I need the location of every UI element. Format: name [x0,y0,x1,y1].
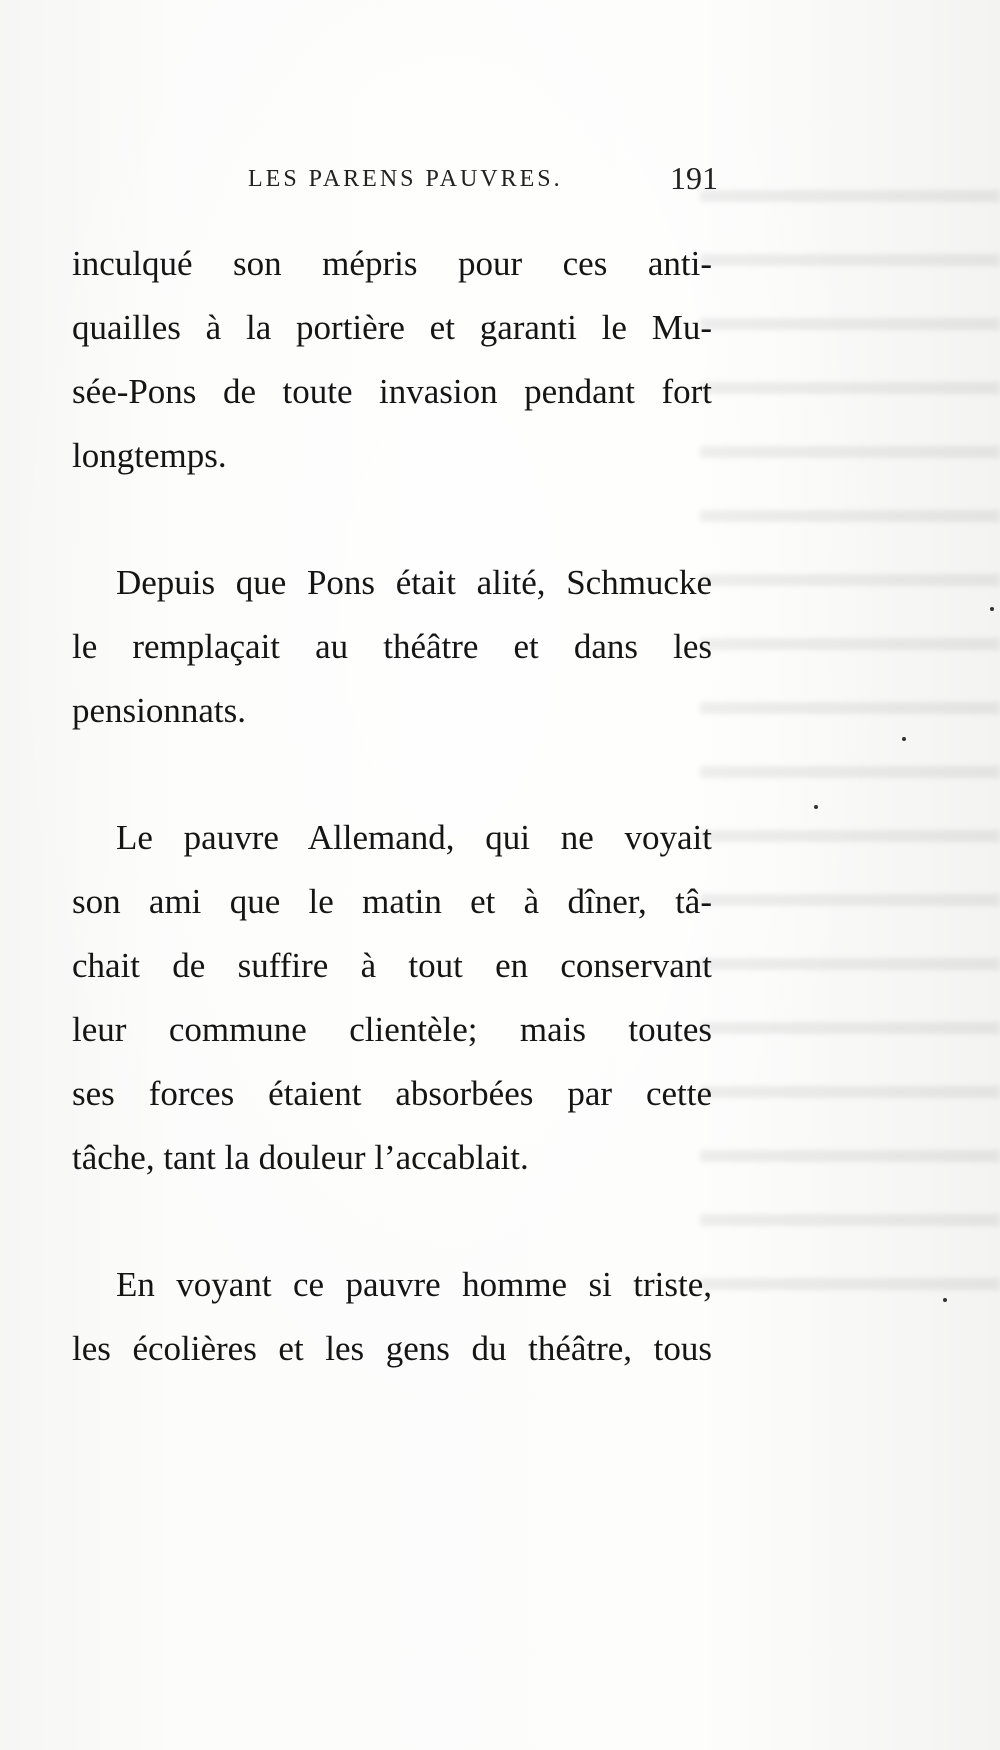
paragraph-gap [72,488,712,551]
text-line: sée-Pons de toute invasion pendant fort [72,372,712,411]
text-line: chait de suffire à tout en conservant [72,946,712,985]
paragraph-gap [72,743,712,806]
page-header [248,160,718,200]
text-line: inculqué son mépris pour ces anti- [72,244,712,283]
ink-speck [943,1298,947,1302]
text-line: Depuis que Pons était alité, Schmucke [116,563,712,602]
text-line: tâche, tant la douleur l’accablait. [72,1138,529,1177]
paragraph-gap [72,1190,712,1253]
text-line: Le pauvre Allemand, qui ne voyait [116,818,712,857]
text-line: le remplaçait au théâtre et dans les [72,627,712,666]
paragraph-4 [72,1253,712,1381]
paragraph-3 [72,806,712,1190]
text-line: leur commune clientèle; mais toutes [72,1010,712,1049]
text-line: longtemps. [72,436,227,475]
ink-speck [902,737,906,741]
paragraph-2 [72,551,712,743]
text-line: son ami que le matin et à dîner, tâ- [72,882,712,921]
text-line: quailles à la portière et garanti le Mu- [72,308,712,347]
text-line: En voyant ce pauvre homme si triste, [116,1265,712,1304]
body-text [72,232,712,1381]
text-line: pensionnats. [72,691,247,730]
ink-speck [990,607,994,611]
page-number: 191 [670,160,718,196]
running-title: LES PARENS PAUVRES. [248,166,563,192]
show-through-shadow [700,150,1000,1300]
paragraph-1 [72,232,712,488]
text-line: les écolières et les gens du théâtre, tous [72,1329,712,1368]
ink-speck [814,805,818,809]
text-line: ses forces étaient absorbées par cette [72,1074,712,1113]
